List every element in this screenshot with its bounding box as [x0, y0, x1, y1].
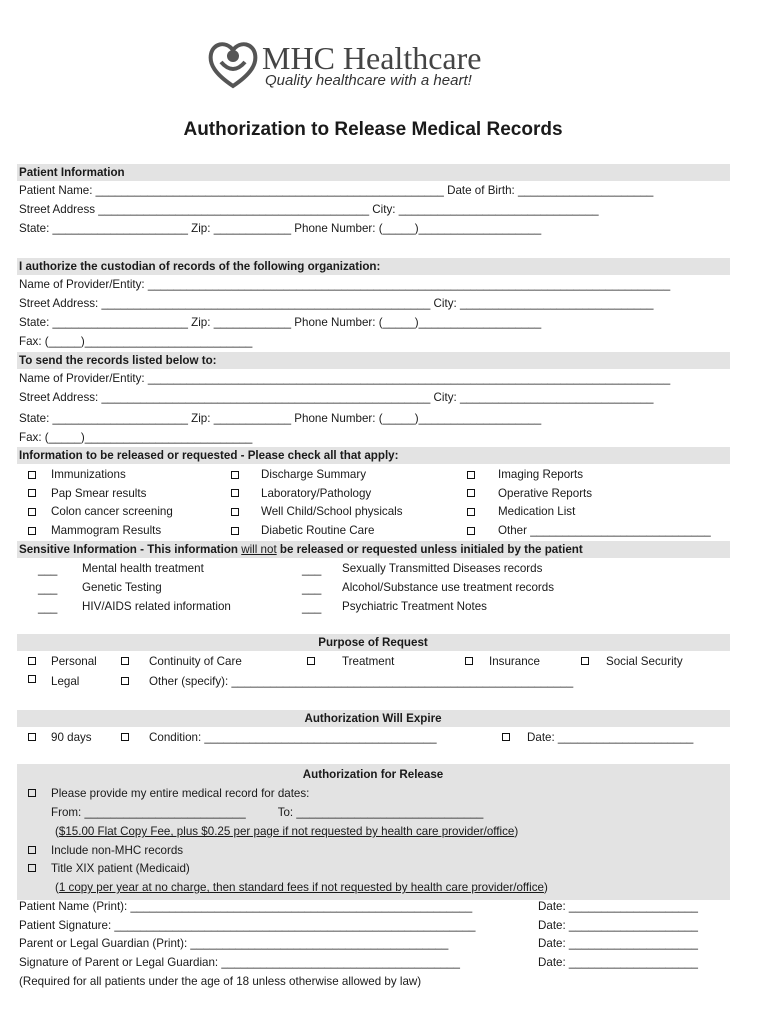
patient-state-line[interactable]: State: _____________________ Zip: ____________ Phone Number: (_____)___________________ — [19, 222, 542, 235]
date-field[interactable]: Date: ____________________ — [538, 900, 698, 913]
send-provider-line[interactable]: Name of Provider/Entity: _________________________________________________________________________________ — [19, 372, 671, 385]
sensitive-item: Psychiatric Treatment Notes — [342, 600, 487, 613]
patient-name-line[interactable]: Patient Name: ______________________________________________________ Date of Birth: _____________________ — [19, 184, 654, 197]
date-field[interactable]: Date: ____________________ — [538, 937, 698, 950]
release-header: Authorization for Release — [302, 768, 444, 781]
expire-date-field[interactable]: Date: _____________________ — [527, 731, 694, 744]
checkbox[interactable] — [28, 733, 36, 741]
authorize-header: I authorize the custodian of records of the following organization: — [19, 260, 381, 273]
checkbox[interactable] — [231, 508, 239, 516]
initial-blank[interactable]: ___ — [38, 563, 58, 576]
send-address-line[interactable]: Street Address: ___________________________________________________ City: ______________________________ — [19, 391, 654, 404]
sensitive-header — [19, 543, 583, 557]
patient-signature-field[interactable]: Patient Signature: ________________________________________________________ — [19, 919, 476, 932]
initial-blank[interactable]: ___ — [302, 601, 322, 614]
info-item: Pap Smear results — [51, 487, 147, 500]
checkbox[interactable] — [28, 864, 36, 872]
copy-text: 1 copy per year at no charge, then standard fees if not requested by health care provider/office — [58, 881, 544, 894]
logo-tagline: Quality healthcare with a heart! — [265, 72, 472, 89]
fee-text: $15.00 Flat Copy Fee, plus $0.25 per page if not requested by health care provider/office — [58, 825, 515, 838]
guardian-signature-field[interactable]: Signature of Parent or Legal Guardian: _____________________________________ — [19, 956, 460, 969]
age-requirement-note: (Required for all patients under the age of 18 unless otherwise allowed by law) — [19, 975, 422, 988]
release-entire-record: Please provide my entire medical record for dates: — [51, 787, 310, 800]
purpose-header: Purpose of Request — [318, 636, 428, 649]
checkbox[interactable] — [28, 527, 36, 535]
sensitive-item: Alcohol/Substance use treatment records — [342, 581, 555, 594]
purpose-option: Personal — [51, 655, 97, 668]
checkbox[interactable] — [28, 508, 36, 516]
checkbox[interactable] — [467, 508, 475, 516]
sensitive-item: HIV/AIDS related information — [82, 600, 231, 613]
initial-blank[interactable]: ___ — [302, 563, 322, 576]
checkbox[interactable] — [121, 657, 129, 665]
checkbox[interactable] — [467, 489, 475, 497]
purpose-option-legal: Legal — [51, 675, 80, 688]
release-from-to-field[interactable]: From: _________________________ To: _____________________________ — [51, 806, 484, 819]
info-item: Mammogram Results — [51, 524, 162, 537]
initial-blank[interactable]: ___ — [302, 582, 322, 595]
checkbox[interactable] — [307, 657, 315, 665]
send-to-header: To send the records listed below to: — [19, 354, 217, 367]
purpose-other-field[interactable]: Other (specify): _____________________________________________________ — [149, 675, 574, 688]
info-item: Operative Reports — [498, 487, 593, 500]
initial-blank[interactable]: ___ — [38, 582, 58, 595]
checkbox[interactable] — [28, 657, 36, 665]
info-item: Diabetic Routine Care — [261, 524, 375, 537]
paren-close: ) — [543, 881, 548, 894]
info-item: Imaging Reports — [498, 468, 584, 481]
checkbox[interactable] — [28, 789, 36, 797]
authorize-state-line[interactable]: State: _____________________ Zip: ____________ Phone Number: (_____)___________________ — [19, 316, 542, 329]
purpose-option: Treatment — [342, 655, 395, 668]
paren-open: ( — [55, 825, 59, 838]
info-item: Laboratory/Pathology — [261, 487, 372, 500]
sensitive-item: Mental health treatment — [82, 562, 204, 575]
release-non-mhc: Include non-MHC records — [51, 844, 184, 857]
checkbox[interactable] — [121, 733, 129, 741]
sensitive-header-b: be released or requested unless initialed by the patient — [276, 543, 583, 556]
send-state-line[interactable]: State: _____________________ Zip: ____________ Phone Number: (_____)___________________ — [19, 412, 542, 425]
sensitive-header-emphasis: will not — [241, 543, 277, 556]
authorize-provider-line[interactable]: Name of Provider/Entity: _________________________________________________________________________________ — [19, 278, 671, 291]
checkbox[interactable] — [28, 846, 36, 854]
authorize-fax-line[interactable]: Fax: (_____)__________________________ — [19, 335, 253, 348]
checkbox[interactable] — [467, 527, 475, 535]
document-title: Authorization to Release Medical Records — [183, 119, 563, 140]
release-copy-note — [55, 881, 548, 895]
expire-header: Authorization Will Expire — [304, 712, 442, 725]
purpose-option: Continuity of Care — [149, 655, 242, 668]
expire-condition-field[interactable]: Condition: ____________________________________ — [149, 731, 437, 744]
logo — [205, 36, 535, 96]
sensitive-header-a: Sensitive Information - This information — [19, 543, 242, 556]
checkbox[interactable] — [231, 489, 239, 497]
release-fee-note — [55, 825, 518, 839]
date-field[interactable]: Date: ____________________ — [538, 919, 698, 932]
info-item: Immunizations — [51, 468, 126, 481]
purpose-option: Social Security — [606, 655, 683, 668]
checkbox[interactable] — [465, 657, 473, 665]
checkbox[interactable] — [28, 489, 36, 497]
checkbox[interactable] — [28, 675, 36, 683]
initial-blank[interactable]: ___ — [38, 601, 58, 614]
sensitive-item: Sexually Transmitted Diseases records — [342, 562, 543, 575]
info-item: Colon cancer screening — [51, 505, 173, 518]
checkbox[interactable] — [231, 527, 239, 535]
send-fax-line[interactable]: Fax: (_____)__________________________ — [19, 431, 253, 444]
paren-open: ( — [55, 881, 59, 894]
checkbox[interactable] — [581, 657, 589, 665]
authorize-address-line[interactable]: Street Address: ___________________________________________________ City: ______________________________ — [19, 297, 654, 310]
expire-90-days: 90 days — [51, 731, 92, 744]
patient-address-line[interactable]: Street Address __________________________________________ City: _______________________________ — [19, 203, 599, 216]
checkbox[interactable] — [502, 733, 510, 741]
checkbox[interactable] — [28, 471, 36, 479]
release-title19: Title XIX patient (Medicaid) — [51, 862, 190, 875]
date-field[interactable]: Date: ____________________ — [538, 956, 698, 969]
checkbox[interactable] — [231, 471, 239, 479]
paren-close: ) — [514, 825, 519, 838]
checkbox[interactable] — [467, 471, 475, 479]
patient-name-print-field[interactable]: Patient Name (Print): _____________________________________________________ — [19, 900, 473, 913]
info-header: Information to be released or requested - Please check all that apply: — [19, 449, 399, 462]
purpose-option: Insurance — [489, 655, 540, 668]
heart-person-logo-icon — [205, 36, 261, 92]
info-item: Discharge Summary — [261, 468, 367, 481]
patient-info-header: Patient Information — [19, 166, 125, 179]
info-item: Well Child/School physicals — [261, 505, 403, 518]
info-item: Medication List — [498, 505, 576, 518]
logo-name: MHC Healthcare — [262, 40, 482, 76]
sensitive-item: Genetic Testing — [82, 581, 162, 594]
guardian-name-field[interactable]: Parent or Legal Guardian (Print): ________________________________________ — [19, 937, 449, 950]
checkbox[interactable] — [121, 677, 129, 685]
info-item-other[interactable]: Other ____________________________ — [498, 524, 711, 537]
